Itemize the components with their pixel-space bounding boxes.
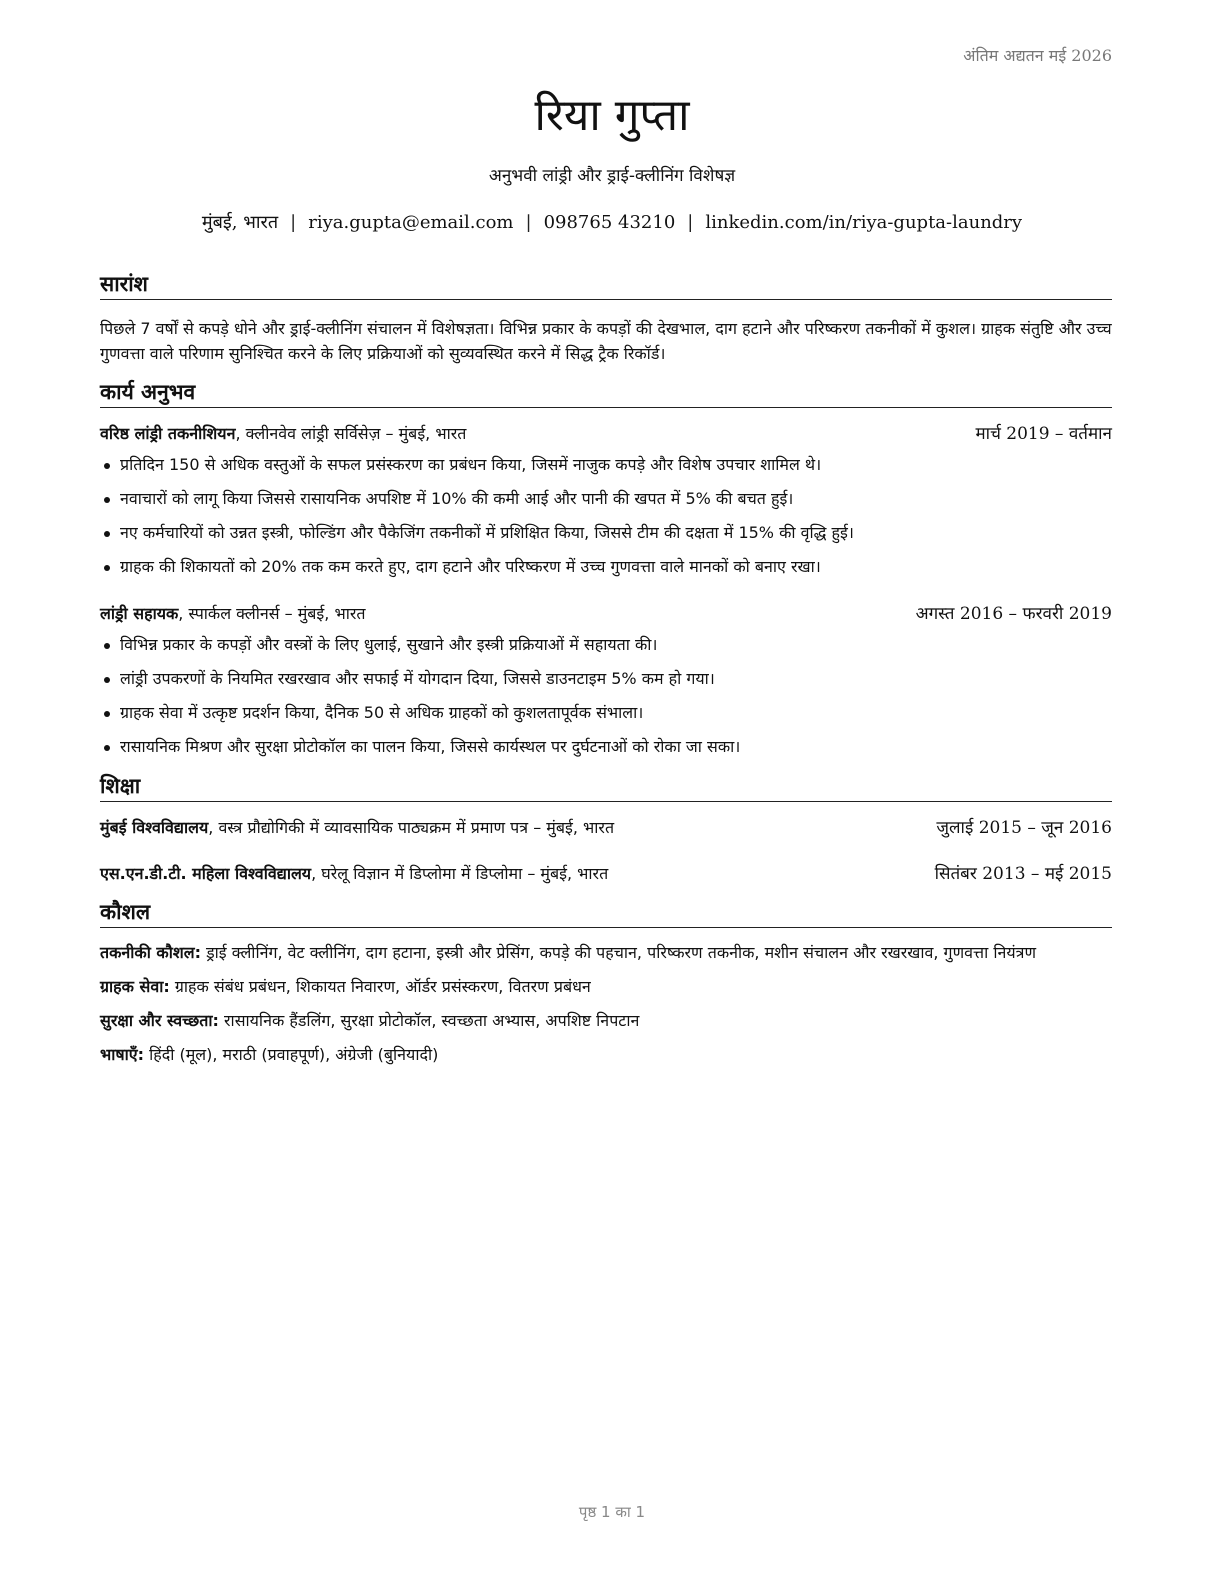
job-dates: अगस्त 2016 – फरवरी 2019 — [915, 604, 1112, 624]
bullet-item: लांड्री उपकरणों के नियमित रखरखाव और सफाई में योगदान दिया, जिससे डाउनटाइम 5% कम हो गया। — [100, 662, 1112, 696]
education-institution: मुंबई विश्वविद्यालय — [100, 818, 209, 837]
job-org: , क्लीनवेव लांड्री सर्विसेज़ – मुंबई, भारत — [235, 424, 467, 443]
resume-header — [0, 88, 1224, 236]
skills-list — [100, 940, 1112, 1067]
education-section — [100, 772, 1112, 888]
skill-label: भाषाएँ: — [100, 1045, 145, 1064]
job-role: वरिष्ठ लांड्री तकनीशियन — [100, 424, 236, 443]
skill-value: ड्राई क्लीनिंग, वेट क्लीनिंग, दाग हटाना, इस्त्री और प्रेसिंग, कपड़े की पहचान, परिष्करण तकनीक, मशीन संचालन और रखरखाव, गुणवत्ता नियंत्रण — [201, 943, 1037, 962]
bullet-item: नए कर्मचारियों को उन्नत इस्त्री, फोल्डिंग और पैकेजिंग तकनीकों में प्रशिक्षित किया, जिससे टीम की दक्षता में 15% की वृद्धि हुई। — [100, 516, 1112, 550]
contact-separator: | — [290, 212, 297, 233]
skill-value: हिंदी (मूल), मराठी (प्रवाहपूर्ण), अंग्रेजी (बुनियादी) — [144, 1045, 439, 1064]
summary-section — [100, 270, 1112, 366]
bullet-item: रासायनिक मिश्रण और सुरक्षा प्रोटोकॉल का पालन किया, जिससे कार्यस्थल पर दुर्घटनाओं को रोका जा सका। — [100, 730, 1112, 764]
contact-line — [0, 210, 1224, 236]
contact-email[interactable]: riya.gupta@email.com — [308, 212, 514, 233]
skill-value: रासायनिक हैंडलिंग, सुरक्षा प्रोटोकॉल, स्वच्छता अभ्यास, अपशिष्ट निपटान — [218, 1011, 640, 1030]
bullet-item: नवाचारों को लागू किया जिससे रासायनिक अपशिष्ट में 10% की कमी आई और पानी की खपत में 5% की बचत हुई। — [100, 482, 1112, 516]
skill-label: सुरक्षा और स्वच्छता: — [100, 1011, 219, 1030]
job-bullets — [100, 628, 1112, 764]
contact-phone: 098765 43210 — [543, 212, 676, 233]
job-org: , स्पार्कल क्लीनर्स – मुंबई, भारत — [178, 604, 366, 623]
job-role: लांड्री सहायक — [100, 604, 179, 623]
job-bullets — [100, 448, 1112, 584]
contact-separator: | — [525, 212, 532, 233]
page-number: पृष्ठ 1 का 1 — [578, 1503, 646, 1521]
job-title-line — [100, 420, 466, 448]
candidate-name: रिया गुप्ता — [534, 90, 690, 141]
skill-line — [100, 1008, 1112, 1033]
resume-body — [100, 270, 1112, 1076]
education-title-line — [100, 860, 608, 888]
section-title-summary: सारांश — [100, 270, 1112, 300]
contact-separator: | — [687, 212, 694, 233]
bullet-item: ग्राहक सेवा में उत्कृष्ट प्रदर्शन किया, दैनिक 50 से अधिक ग्राहकों को कुशलतापूर्वक संभाला। — [100, 696, 1112, 730]
skill-label: ग्राहक सेवा: — [100, 977, 170, 996]
section-title-skills: कौशल — [100, 898, 1112, 928]
contact-location: मुंबई, भारत — [201, 212, 279, 233]
bullet-item: विभिन्न प्रकार के कपड़ों और वस्त्रों के लिए धुलाई, सुखाने और इस्त्री प्रक्रियाओं में सहायता की। — [100, 628, 1112, 662]
education-dates: जुलाई 2015 – जून 2016 — [936, 818, 1112, 838]
job-entry — [100, 420, 1112, 584]
education-detail: , वस्त्र प्रौद्योगिकी में व्यावसायिक पाठ्यक्रम में प्रमाण पत्र – मुंबई, भारत — [208, 818, 615, 837]
education-entry — [100, 860, 1112, 888]
job-title-line — [100, 600, 366, 628]
bullet-item: ग्राहक की शिकायतों को 20% तक कम करते हुए, दाग हटाने और परिष्करण में उच्च गुणवत्ता वाले मानकों को बनाए रखा। — [100, 550, 1112, 584]
section-title-experience: कार्य अनुभव — [100, 378, 1112, 408]
skill-label: तकनीकी कौशल: — [100, 943, 201, 962]
summary-text: पिछले 7 वर्षों से कपड़े धोने और ड्राई-क्लीनिंग संचालन में विशेषज्ञता। विभिन्न प्रकार के कपड़ों की देखभाल, दाग हटाने और परिष्करण तकनीकों में कुशल। ग्राहक संतुष्टि और उच्च गुणवत्ता वाले परिणाम सुनिश्चित करने के लिए प्रक्रियाओं को सुव्यवस्थित करने में सिद्ध ट्रैक रिकॉर्ड। — [100, 319, 1112, 363]
bullet-item: प्रतिदिन 150 से अधिक वस्तुओं के सफल प्रसंस्करण का प्रबंधन किया, जिसमें नाजुक कपड़े और विशेष उपचार शामिल थे। — [100, 448, 1112, 482]
skills-section — [100, 898, 1112, 1067]
education-institution: एस.एन.डी.टी. महिला विश्वविद्यालय — [100, 864, 312, 883]
job-header — [100, 420, 1112, 448]
job-entry — [100, 600, 1112, 764]
contact-linkedin[interactable]: linkedin.com/in/riya-gupta-laundry — [705, 212, 1023, 233]
education-title-line — [100, 814, 614, 842]
education-dates: सितंबर 2013 – मई 2015 — [934, 864, 1112, 884]
skill-line — [100, 940, 1112, 965]
skill-line — [100, 974, 1112, 999]
tagline: अनुभवी लांड्री और ड्राई-क्लीनिंग विशेषज्ञ — [488, 166, 736, 186]
job-header — [100, 600, 1112, 628]
education-entry — [100, 814, 1112, 842]
skill-line — [100, 1042, 1112, 1067]
education-detail: , घरेलू विज्ञान में डिप्लोमा में डिप्लोमा – मुंबई, भारत — [311, 864, 609, 883]
experience-section — [100, 378, 1112, 764]
job-dates: मार्च 2019 – वर्तमान — [975, 424, 1112, 444]
skill-value: ग्राहक संबंध प्रबंधन, शिकायत निवारण, ऑर्डर प्रसंस्करण, वितरण प्रबंधन — [169, 977, 591, 996]
section-title-education: शिक्षा — [100, 772, 1112, 802]
last-updated: अंतिम अद्यतन मई 2026 — [963, 46, 1112, 65]
